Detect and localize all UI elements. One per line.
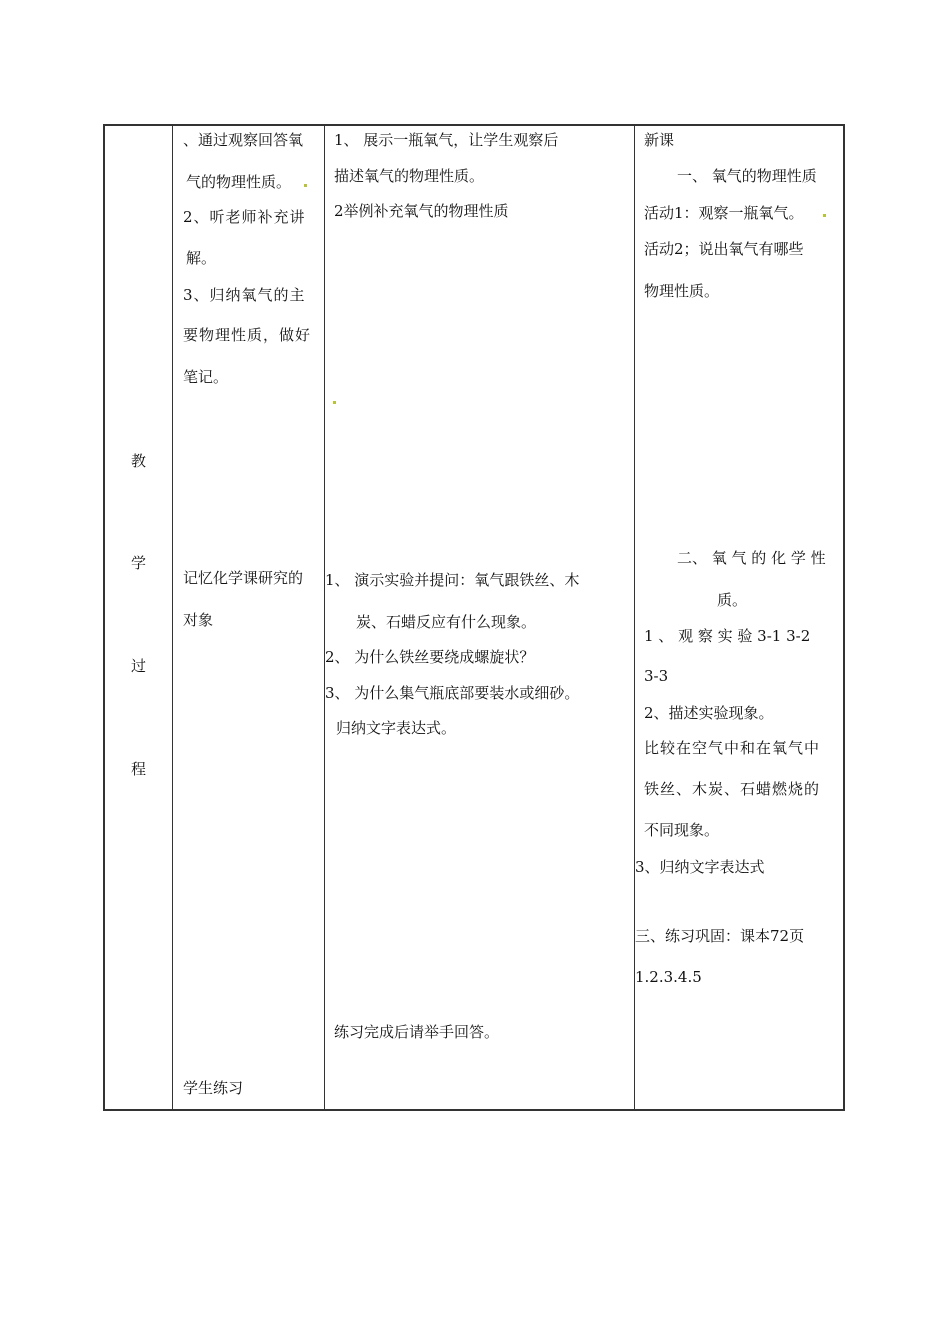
content-line: 质。 bbox=[717, 591, 748, 609]
content-line: 活动2；说出氧气有哪些 bbox=[644, 240, 804, 258]
teacher-activity-line: 练习完成后请举手回答。 bbox=[334, 1023, 500, 1041]
content-line: 3-3 bbox=[644, 667, 669, 685]
student-activity-line: 笔记。 bbox=[183, 368, 229, 386]
teacher-activity-line: 2、 为什么铁丝要绕成螺旋状？ bbox=[325, 648, 535, 666]
row-label-char: 过 bbox=[131, 657, 147, 675]
content-line: 2、描述实验现象。 bbox=[644, 704, 774, 722]
content-line: 一、 氧气的物理性质 bbox=[677, 167, 817, 185]
content-line: 1 、 观 察 实 验 3-1 3-2 bbox=[644, 627, 811, 645]
column-divider bbox=[634, 124, 635, 1111]
teacher-activity-line: 2举例补充氧气的物理性质 bbox=[334, 202, 509, 220]
row-label-char: 教 bbox=[131, 452, 147, 470]
student-activity-line: 要物理性质，做好 bbox=[183, 326, 312, 344]
content-line: 三、练习巩固：课本72页 bbox=[635, 927, 805, 945]
column-divider bbox=[172, 124, 173, 1111]
student-activity-line: 气的物理性质。 bbox=[186, 173, 292, 191]
row-label-char: 学 bbox=[131, 554, 147, 572]
teacher-activity-line: 1、 演示实验并提问：氧气跟铁丝、木 bbox=[325, 571, 580, 589]
teacher-activity-line: 炭、石蜡反应有什么现象。 bbox=[356, 613, 537, 631]
column-divider bbox=[324, 124, 325, 1111]
scan-mark bbox=[333, 401, 336, 404]
content-line: 新课 bbox=[644, 131, 675, 149]
student-activity-line: 对象 bbox=[183, 611, 214, 629]
scan-mark bbox=[823, 214, 826, 217]
teacher-activity-line: 描述氧气的物理性质。 bbox=[334, 167, 485, 185]
scan-mark bbox=[304, 184, 307, 187]
content-line: 铁丝、木炭、石蜡燃烧的 bbox=[644, 780, 821, 798]
student-activity-line: 解。 bbox=[186, 249, 217, 267]
teacher-activity-line: 归纳文字表达式。 bbox=[336, 719, 457, 737]
content-line: 3、归纳文字表达式 bbox=[635, 858, 765, 876]
student-activity-line: 学生练习 bbox=[183, 1079, 244, 1097]
content-line: 活动1：观察一瓶氧气。 bbox=[644, 204, 804, 222]
teacher-activity-line: 1、 展示一瓶氧气，让学生观察后 bbox=[334, 131, 559, 149]
student-activity-line: 、通过观察回答氧 bbox=[183, 131, 304, 149]
content-line: 二、 氧 气 的 化 学 性 bbox=[677, 549, 826, 567]
teacher-activity-line: 3、 为什么集气瓶底部要装水或细砂。 bbox=[325, 684, 580, 702]
content-line: 不同现象。 bbox=[644, 821, 720, 839]
student-activity-line: 3、归纳氧气的主 bbox=[183, 286, 306, 304]
student-activity-line: 记忆化学课研究的 bbox=[183, 569, 304, 587]
content-line: 1.2.3.4.5 bbox=[635, 968, 702, 986]
content-line: 比较在空气中和在氧气中 bbox=[644, 739, 821, 757]
row-label-char: 程 bbox=[131, 760, 147, 778]
student-activity-line: 2、听老师补充讲 bbox=[183, 208, 306, 226]
content-line: 物理性质。 bbox=[644, 282, 720, 300]
